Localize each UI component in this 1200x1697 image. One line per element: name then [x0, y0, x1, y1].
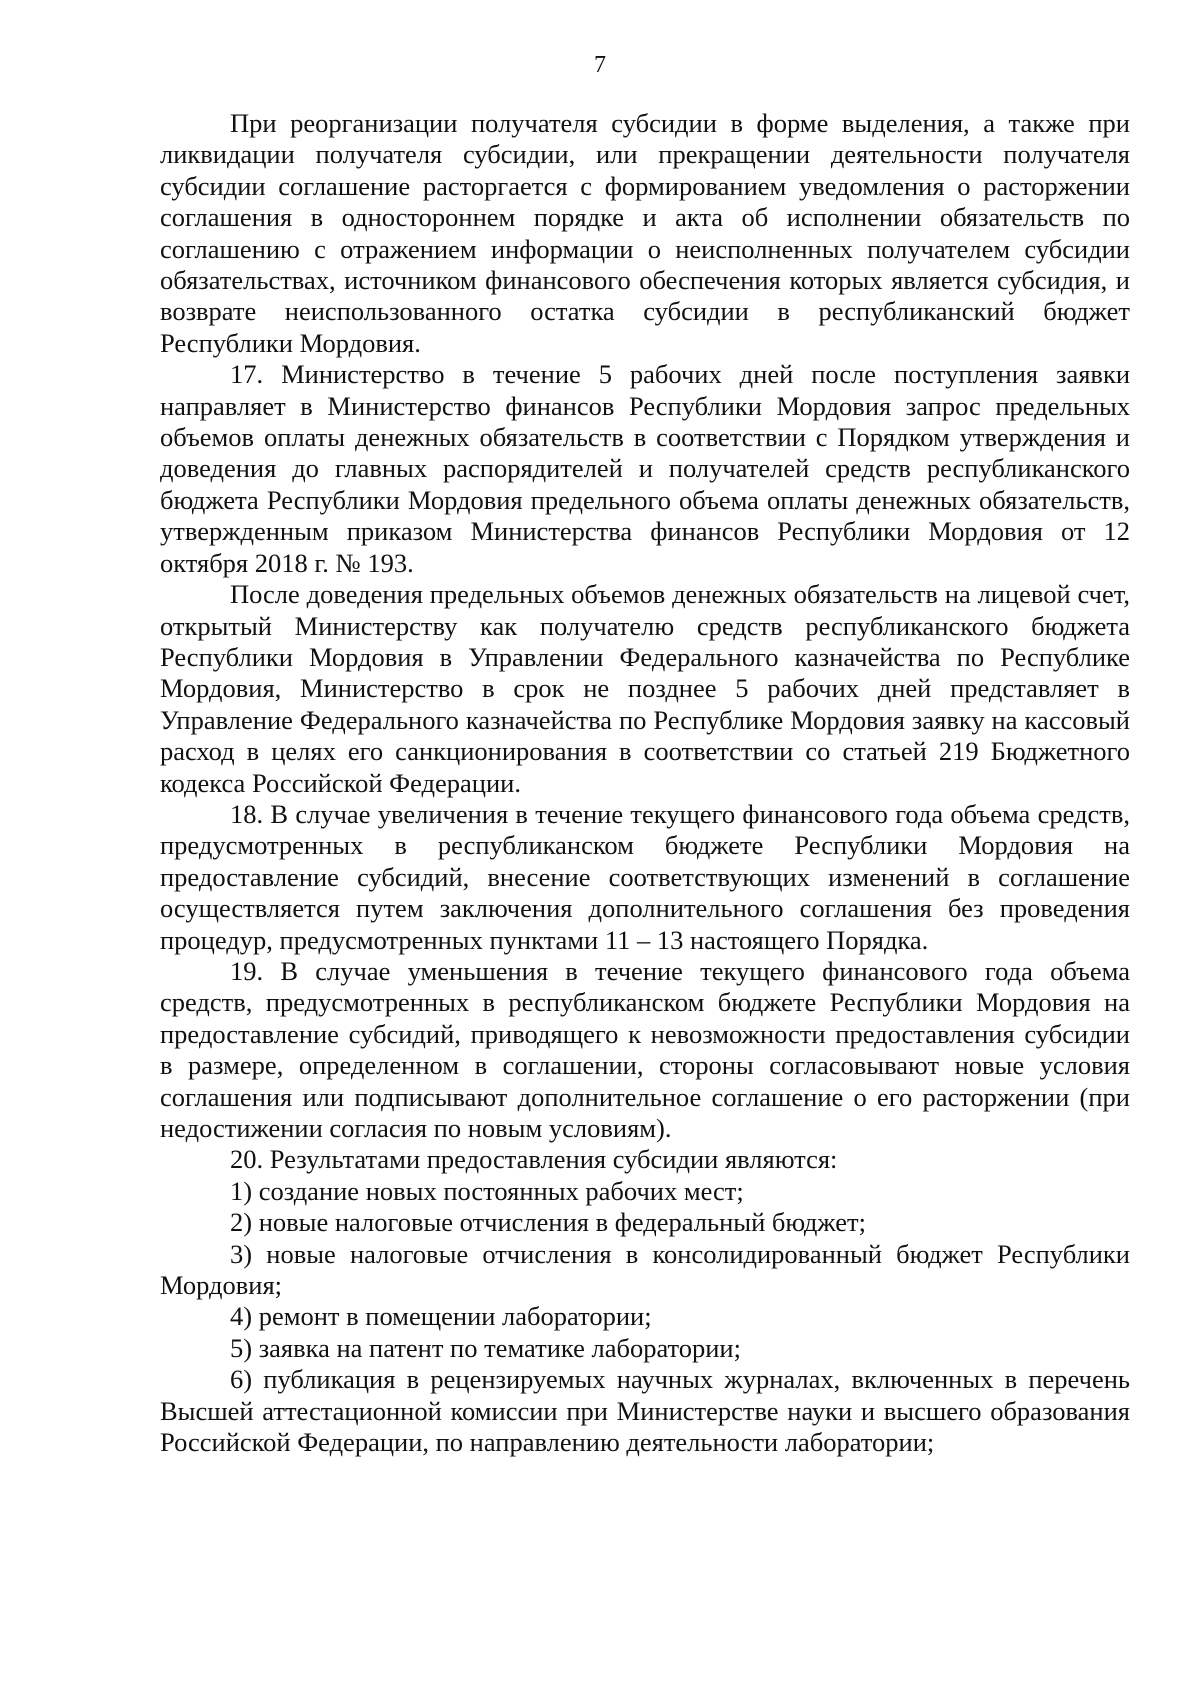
result-item-4: 4) ремонт в помещении лаборатории; [230, 1301, 652, 1332]
paragraph-item-20: 20. Результатами предоставления субсидии являются: [230, 1144, 838, 1175]
paragraph-reorganization: При реорганизации получателя субсидии в форме выделения, а также при ликвидации получателя субсидии, или прекращении деятельности получателя субсидии соглашение расторгается с формированием уведомления о расторжении соглашения в одностороннем порядке и акта об исполнении обязательств по соглашению с отражением информации о неисполненных получателем субсидии обязательствах, источником финансового обеспечения которых является субсидия, и возврате неиспользованного остатка субсидии в республиканский бюджет Республики Мордовия. [160, 108, 1130, 358]
document-body [160, 108, 1130, 1458]
paragraph-item-17: 17. Министерство в течение 5 рабочих дней после поступления заявки направляет в Министерство финансов Республики Мордовия запрос предельных объемов оплаты денежных обязательств в соответствии с Порядком утверждения и доведения до главных распорядителей и получателей средств республиканского бюджета Республики Мордовия предельного объема оплаты денежных обязательств, утвержденным приказом Министерства финансов Республики Мордовия от 12 октября 2018 г. № 193. [160, 359, 1130, 578]
result-item-1: 1) создание новых постоянных рабочих мест; [230, 1175, 744, 1206]
result-item-6: 6) публикация в рецензируемых научных журналах, включенных в перечень Высшей аттестационной комиссии при Министерстве науки и высшего образования Российской Федерации, по направлению деятельности лаборатории; [160, 1364, 1130, 1458]
result-item-2: 2) новые налоговые отчисления в федеральный бюджет; [230, 1207, 866, 1238]
result-item-3: 3) новые налоговые отчисления в консолидированный бюджет Республики Мордовия; [160, 1238, 1130, 1301]
paragraph-cash-expense: После доведения предельных объемов денежных обязательств на лицевой счет, открытый Министерству как получателю средств республиканского бюджета Республики Мордовия в Управлении Федерального казначейства по Республике Мордовия, Министерство в срок не позднее 5 рабочих дней представляет в Управление Федерального казначейства по Республике Мордовия заявку на кассовый расход в целях его санкционирования в соответствии со статьей 219 Бюджетного кодекса Российской Федерации. [160, 579, 1130, 798]
paragraph-item-18: 18. В случае увеличения в течение текущего финансового года объема средств, предусмотренных в республиканском бюджете Республики Мордовия на предоставление субсидий, внесение соответствующих изменений в соглашение осуществляется путем заключения дополнительного соглашения без проведения процедур, предусмотренных пунктами 11 – 13 настоящего Порядка. [160, 798, 1130, 955]
paragraph-item-19: 19. В случае уменьшения в течение текущего финансового года объема средств, предусмотренных в республиканском бюджете Республики Мордовия на предоставление субсидий, приводящего к невозможности предоставления субсидии в размере, определенном в соглашении, стороны согласовывают новые условия соглашения или подписывают дополнительное соглашение о его расторжении (при недостижении согласия по новым условиям). [160, 955, 1130, 1143]
page-number: 7 [594, 52, 606, 78]
result-item-5: 5) заявка на патент по тематике лаборатории; [230, 1332, 741, 1363]
